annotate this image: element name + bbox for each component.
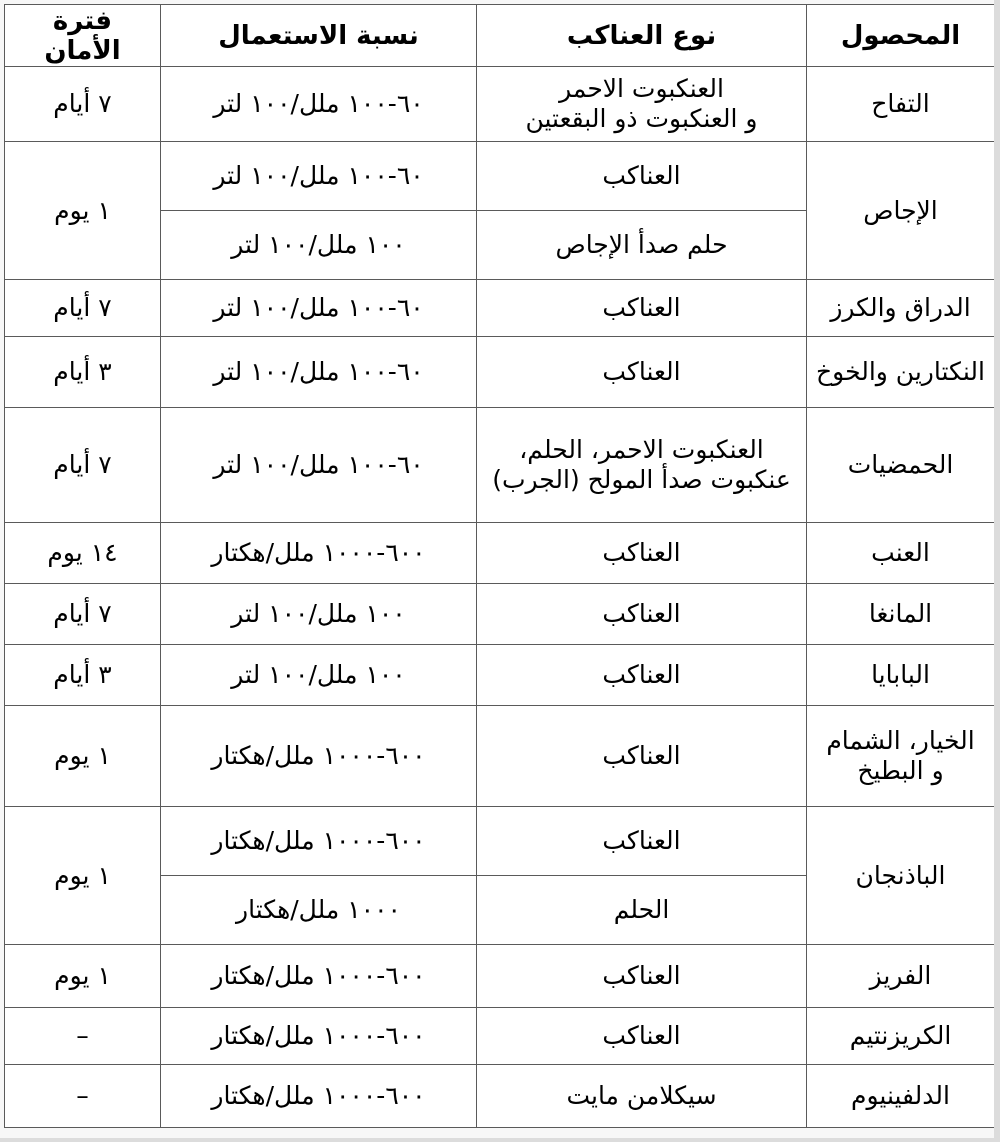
cell-text-line: ٧ أيام — [53, 89, 112, 118]
cell-text-line: ٧ أيام — [53, 293, 112, 322]
table-row — [5, 584, 995, 645]
usage-rate-cell — [161, 211, 477, 280]
cell-text-line: عنكبوت صدأ المولح (الجرب) — [492, 465, 791, 494]
cell-text-line: ٦٠٠-١٠٠٠ ملل/هكتار — [211, 826, 426, 855]
cell-text-line: العناكب — [602, 1021, 681, 1050]
cell-text-line: الحمضيات — [847, 450, 954, 479]
cell-text-line: ٦٠٠-١٠٠٠ ملل/هكتار — [211, 741, 426, 770]
safety-period-cell — [5, 337, 161, 408]
cell-text-line: العنب — [871, 538, 930, 567]
safety-period-cell — [5, 280, 161, 337]
cell-text-line: ٣ أيام — [53, 357, 112, 386]
usage-rate-cell — [161, 523, 477, 584]
crop-cell — [807, 584, 995, 645]
crop-cell — [807, 706, 995, 807]
table-row — [5, 645, 995, 706]
cell-text-line: المحصول — [840, 20, 961, 51]
cell-text-line: العنكبوت الاحمر — [559, 74, 724, 103]
cell-text-line: حلم صدأ الإجاص — [555, 230, 728, 259]
pest-type-cell — [477, 706, 807, 807]
header-safety-period — [5, 5, 161, 67]
cell-text-line: ١ يوم — [54, 860, 111, 890]
cell-text-line: نوع العناكب — [566, 20, 717, 51]
table-row — [5, 706, 995, 807]
cell-text-line: البابايا — [871, 660, 930, 689]
pest-type-cell — [477, 337, 807, 408]
table-row — [5, 945, 995, 1008]
cell-text-line: ١٤ يوم — [47, 538, 118, 567]
pest-type-cell — [477, 523, 807, 584]
cell-text-line: العناكب — [602, 961, 681, 990]
cell-text-line: العناكب — [602, 741, 681, 770]
usage-rate-cell — [161, 584, 477, 645]
cell-text-line: العناكب — [602, 293, 681, 322]
usage-rate-cell — [161, 645, 477, 706]
cell-text-line: ٦٠٠-١٠٠٠ ملل/هكتار — [211, 1021, 426, 1050]
pest-type-cell — [477, 211, 807, 280]
pest-type-cell — [477, 1065, 807, 1128]
pest-type-cell — [477, 280, 807, 337]
cell-text-line: ١٠٠ ملل/١٠٠ لتر — [231, 660, 406, 689]
cell-text-line: و العنكبوت ذو البقعتين — [525, 104, 758, 133]
table-row — [5, 807, 995, 876]
crop-cell — [807, 67, 995, 142]
cell-text-line: العناكب — [602, 161, 681, 190]
safety-period-cell — [5, 142, 161, 280]
table-row — [5, 408, 995, 523]
cell-text-line: ١٠٠ ملل/١٠٠ لتر — [231, 230, 406, 259]
table-row — [5, 142, 995, 211]
cell-text-line: الباذنجان — [855, 860, 946, 890]
crop-cell — [807, 337, 995, 408]
cell-text-line: العناكب — [602, 357, 681, 386]
cell-text-line: ١٠٠ ملل/١٠٠ لتر — [231, 599, 406, 628]
usage-rate-cell — [161, 280, 477, 337]
table-row — [5, 280, 995, 337]
safety-period-cell — [5, 706, 161, 807]
cell-text-line: ٦٠-١٠٠ ملل/١٠٠ لتر — [213, 89, 424, 118]
crop-cell — [807, 645, 995, 706]
cell-text-line: التفاح — [871, 89, 930, 118]
cell-text-line: ٦٠-١٠٠ ملل/١٠٠ لتر — [213, 357, 424, 386]
table-row — [5, 1008, 995, 1065]
cell-text-line: العناكب — [602, 660, 681, 689]
header-row — [5, 5, 995, 67]
safety-period-cell — [5, 584, 161, 645]
safety-period-cell — [5, 807, 161, 945]
usage-rate-cell — [161, 876, 477, 945]
cell-text-line: ٦٠٠-١٠٠٠ ملل/هكتار — [211, 1081, 426, 1110]
cell-text-line: – — [76, 1021, 89, 1050]
cell-text-line: ٦٠-١٠٠ ملل/١٠٠ لتر — [213, 161, 424, 190]
cell-text-line: ٦٠٠-١٠٠٠ ملل/هكتار — [211, 538, 426, 567]
cell-text-line: سيكلامن مايت — [566, 1081, 717, 1110]
pest-type-cell — [477, 408, 807, 523]
usage-rate-cell — [161, 67, 477, 142]
crop-cell — [807, 945, 995, 1008]
cell-text-line: النكتارين والخوخ — [816, 357, 985, 386]
cell-text-line: فترة الأمان — [44, 5, 121, 66]
pest-type-cell — [477, 945, 807, 1008]
pest-type-cell — [477, 1008, 807, 1065]
cell-text-line: ١ يوم — [54, 741, 111, 770]
usage-rate-cell — [161, 408, 477, 523]
cell-text-line: العناكب — [602, 538, 681, 567]
cell-text-line: و البطيخ — [857, 756, 944, 785]
cell-text-line: – — [76, 1081, 89, 1110]
safety-period-cell — [5, 1008, 161, 1065]
crop-cell — [807, 523, 995, 584]
cell-text-line: الدراق والكرز — [830, 293, 971, 322]
usage-rate-cell — [161, 1065, 477, 1128]
safety-period-cell — [5, 523, 161, 584]
pesticide-table — [4, 4, 995, 1128]
crop-cell — [807, 807, 995, 945]
usage-rate-cell — [161, 706, 477, 807]
cell-text-line: العناكب — [602, 826, 681, 855]
cell-text-line: ٣ أيام — [53, 660, 112, 689]
cell-text-line: ٦٠-١٠٠ ملل/١٠٠ لتر — [213, 450, 424, 479]
usage-rate-cell — [161, 945, 477, 1008]
cell-text-line: ٧ أيام — [53, 450, 112, 479]
safety-period-cell — [5, 945, 161, 1008]
cell-text-line: ١ يوم — [54, 195, 111, 225]
cell-text-line: المانغا — [868, 599, 933, 628]
usage-rate-cell — [161, 337, 477, 408]
cell-text-line: الكريزنتيم — [849, 1021, 952, 1050]
table-row — [5, 337, 995, 408]
cell-text-line: الإجاص — [863, 195, 938, 225]
pest-type-cell — [477, 584, 807, 645]
safety-period-cell — [5, 645, 161, 706]
safety-period-cell — [5, 408, 161, 523]
usage-rate-cell — [161, 142, 477, 211]
cell-text-line: الخيار، الشمام — [826, 726, 975, 755]
cell-text-line: نسبة الاستعمال — [218, 20, 419, 51]
pest-type-cell — [477, 142, 807, 211]
cell-text-line: الدلفينيوم — [851, 1081, 950, 1110]
header-pest-type — [477, 5, 807, 67]
cell-text-line: الحلم — [613, 895, 670, 924]
cell-text-line: ١٠٠٠ ملل/هكتار — [236, 895, 401, 924]
safety-period-cell — [5, 67, 161, 142]
crop-cell — [807, 142, 995, 280]
cell-text-line: ٦٠٠-١٠٠٠ ملل/هكتار — [211, 961, 426, 990]
page-edge-right — [994, 0, 1000, 1142]
table-row — [5, 523, 995, 584]
cell-text-line: العناكب — [602, 599, 681, 628]
cell-text-line: العنكبوت الاحمر، الحلم، — [519, 435, 764, 464]
crop-cell — [807, 408, 995, 523]
table-row — [5, 67, 995, 142]
header-usage-rate — [161, 5, 477, 67]
usage-rate-cell — [161, 1008, 477, 1065]
page-edge-bottom — [0, 1138, 1000, 1142]
pest-type-cell — [477, 807, 807, 876]
table-row — [5, 1065, 995, 1128]
crop-cell — [807, 280, 995, 337]
usage-rate-cell — [161, 807, 477, 876]
pest-type-cell — [477, 876, 807, 945]
header-crop — [807, 5, 995, 67]
cell-text-line: ١ يوم — [54, 961, 111, 990]
cell-text-line: ٧ أيام — [53, 599, 112, 628]
table-body — [5, 67, 995, 1128]
safety-period-cell — [5, 1065, 161, 1128]
pest-type-cell — [477, 645, 807, 706]
crop-cell — [807, 1065, 995, 1128]
crop-cell — [807, 1008, 995, 1065]
cell-text-line: ٦٠-١٠٠ ملل/١٠٠ لتر — [213, 293, 424, 322]
pest-type-cell — [477, 67, 807, 142]
cell-text-line: الفريز — [869, 961, 932, 990]
